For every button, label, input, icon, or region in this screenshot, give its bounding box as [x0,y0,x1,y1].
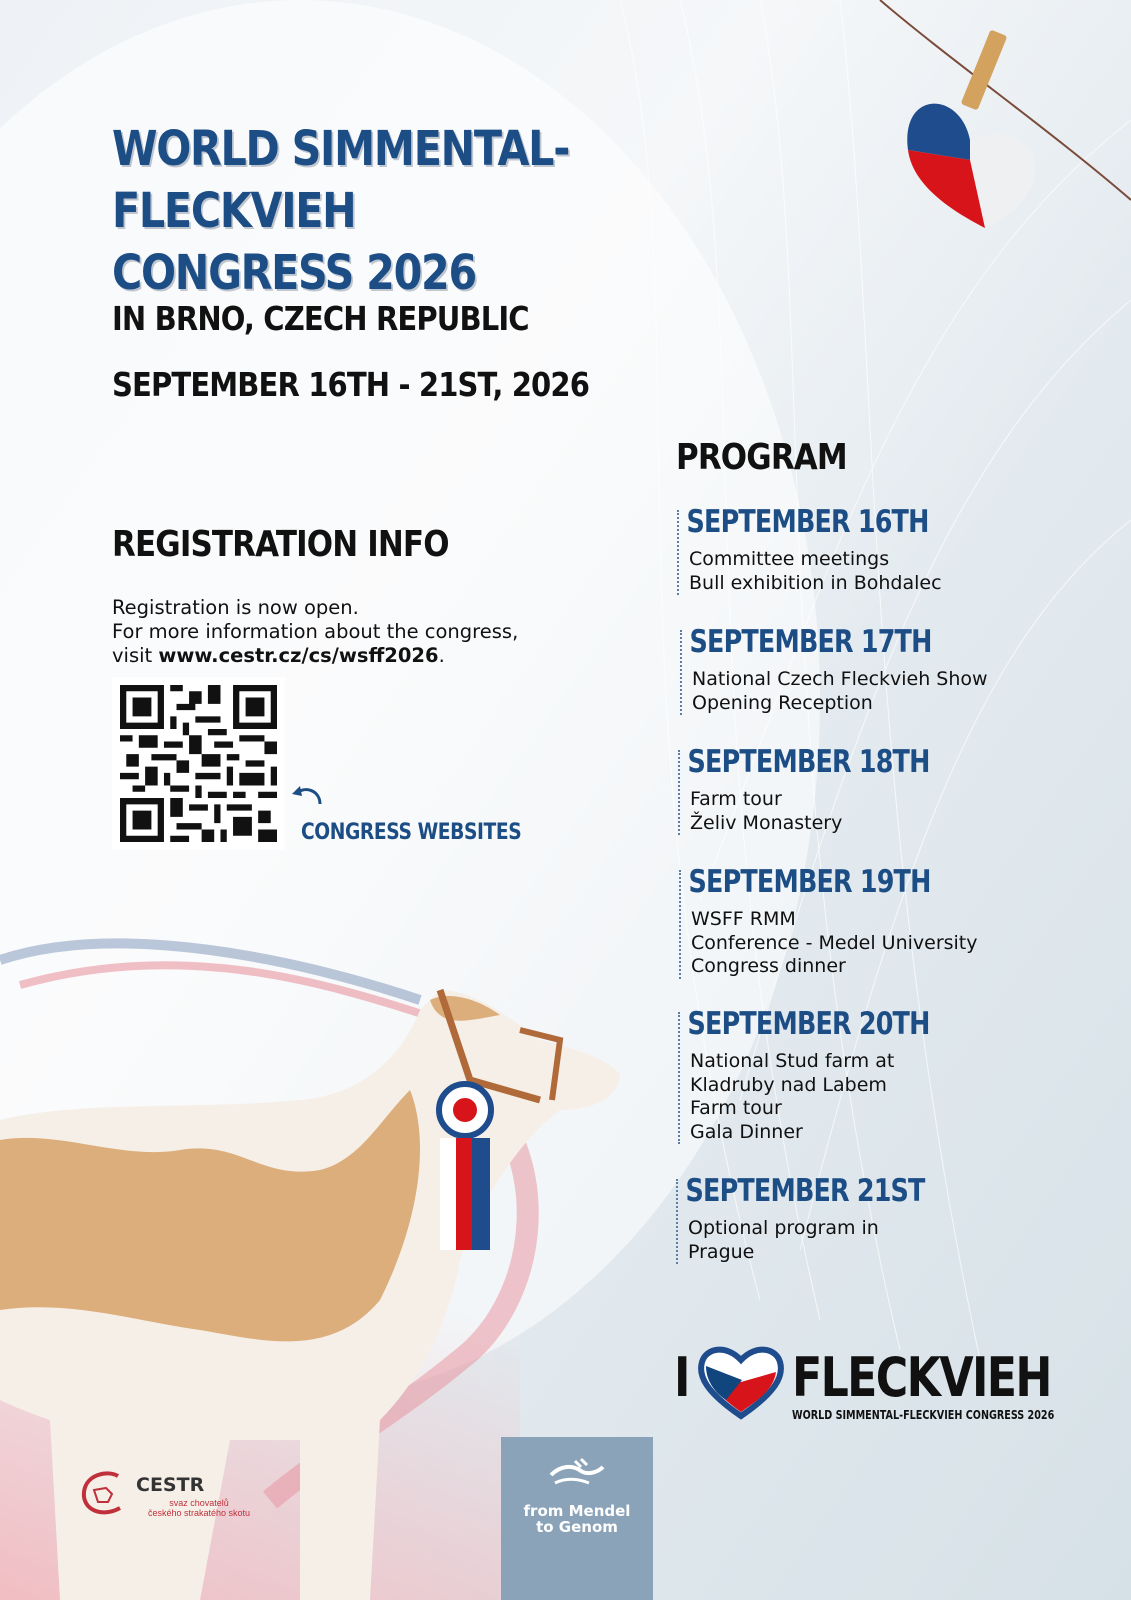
registration-link[interactable]: www.cestr.cz/cs/wsff2026 [158,644,439,667]
day-event: Želiv Monastery [690,811,843,834]
day-event: Farm tour [690,788,782,810]
hands-logo-icon [547,1455,607,1489]
cestr-logo-icon [78,1470,130,1516]
heart-flag-icon [696,1340,786,1420]
day-date: SEPTEMBER 19TH [688,864,931,900]
congress-title [112,118,697,304]
i-love-fleckvieh-logo: I FLECKVIEH WORLD SIMMENTAL-FLECKVIEH CONGRESS 2026 [674,1340,1024,1425]
day-event: Opening Reception [692,691,873,714]
dates-text: SEPTEMBER 16TH - 21ST, 2026 [112,365,590,404]
qr-caption: CONGRESS WEBSITES [301,820,522,845]
mendel-genom-logo: from Mendel to Genom [501,1437,653,1600]
program-day [682,864,1122,979]
qr-code[interactable] [112,677,285,850]
location-text: IN BRNO, CZECH REPUBLIC [112,299,529,338]
day-event: Gala Dinner [690,1120,803,1143]
day-event: National Stud farm at [690,1050,895,1072]
day-event: Committee meetings [689,548,890,570]
day-date: SEPTEMBER 21ST [685,1173,925,1209]
title-line-1: WORLD SIMMENTAL-FLECKVIEH [112,121,570,239]
day-event: Farm tour [690,1097,782,1119]
program-heading: PROGRAM [676,437,847,478]
day-date: SEPTEMBER 20TH [687,1006,930,1042]
day-event: Prague [688,1240,755,1263]
day-date: SEPTEMBER 16TH [686,504,929,540]
program-day [681,744,1121,835]
cestr-logo: CESTR svaz chovatelů českého strakatého skotu [78,1470,258,1520]
day-event: Optional program in [688,1217,879,1239]
day-event: Bull exhibition in Bohdalec [689,571,942,594]
registration-text: Registration is now open. For more information about the congress, visit www.cestr.cz/cs/wsff2026. [112,596,519,667]
title-line-2: CONGRESS 2026 [112,245,476,301]
clothespin-heart-icon [907,30,1035,228]
curved-arrow-icon [288,780,328,810]
program-day [679,1173,1119,1264]
day-event: Kladruby nad Labem [690,1073,887,1096]
day-event: Conference - Medel University [691,931,978,954]
program-day [681,1006,1121,1144]
day-event: WSFF RMM [691,908,796,930]
registration-heading: REGISTRATION INFO [112,524,449,565]
program-day [683,624,1123,715]
day-date: SEPTEMBER 18TH [687,744,930,780]
program-day [680,504,1120,595]
day-date: SEPTEMBER 17TH [689,624,932,660]
congress-subtitle [112,286,640,418]
day-event: National Czech Fleckvieh Show [692,668,988,690]
day-event: Congress dinner [691,955,846,977]
